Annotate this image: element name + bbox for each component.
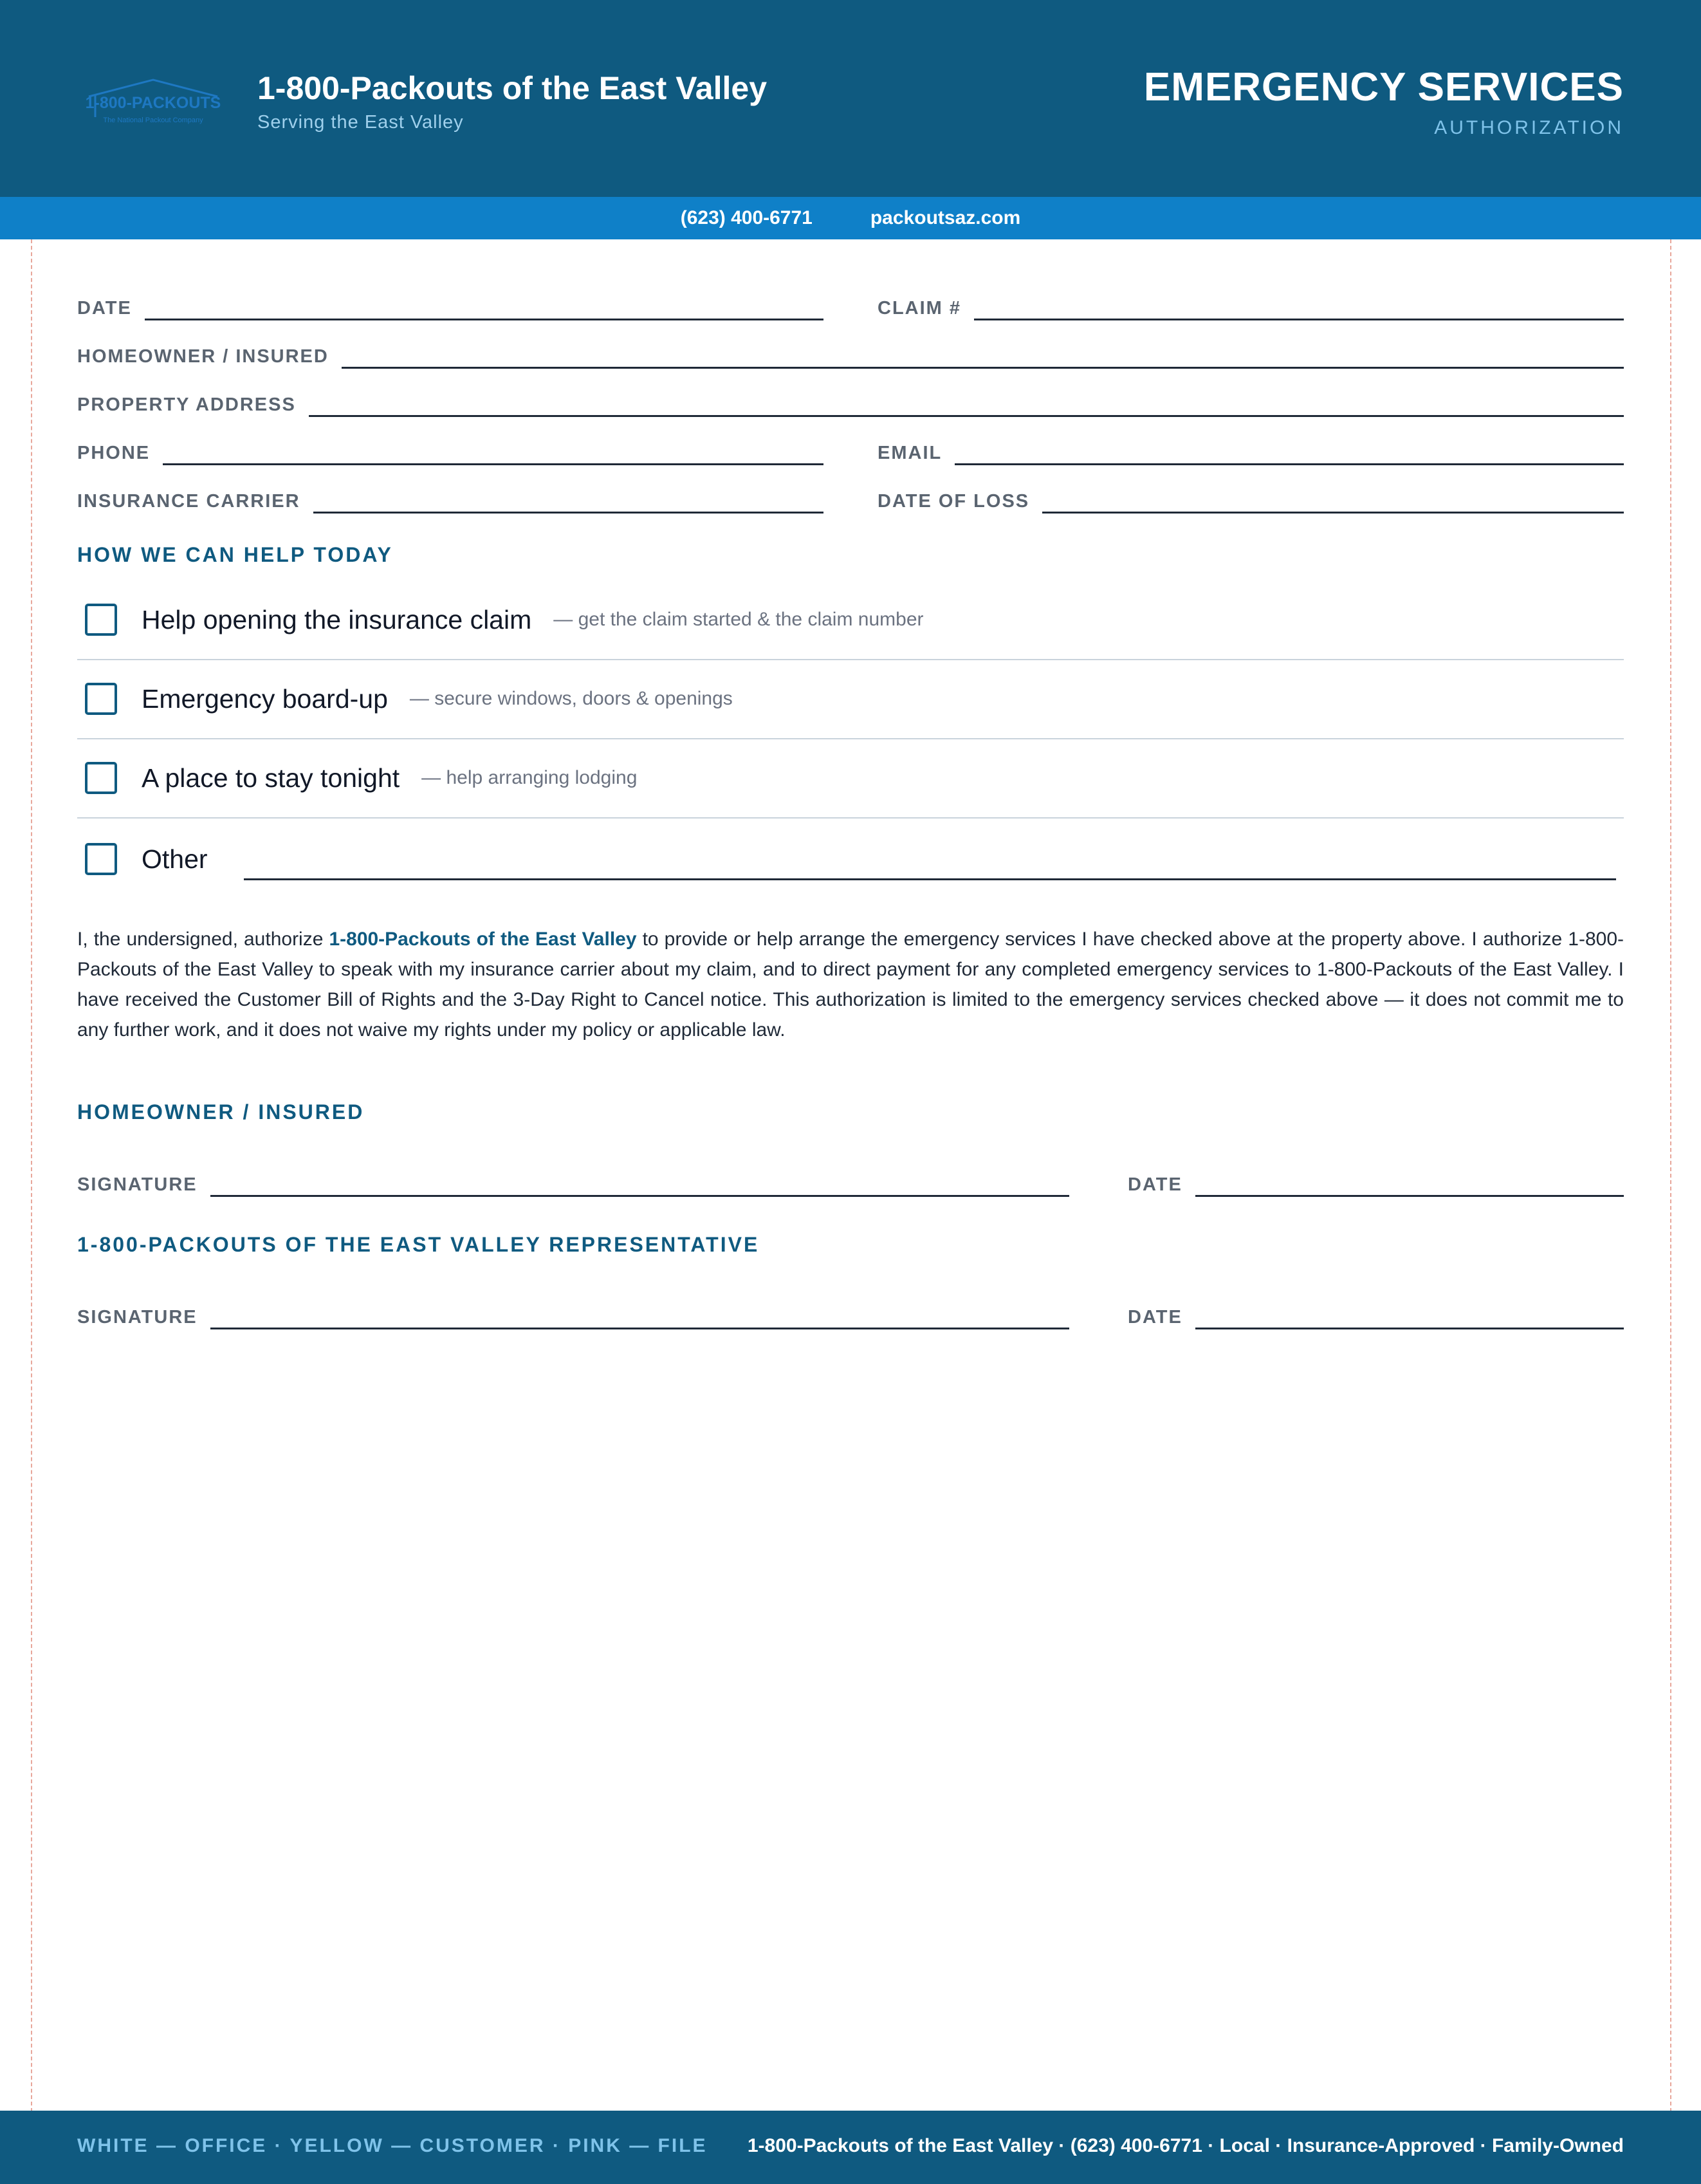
phone-field[interactable]	[77, 440, 823, 465]
phone-input-line[interactable]	[163, 445, 823, 465]
homeowner-signature-heading: HOMEOWNER / INSURED	[77, 1100, 365, 1124]
other-checkbox[interactable]	[85, 843, 117, 875]
house-logo-icon	[82, 76, 224, 130]
homeowner-signature-line[interactable]	[210, 1177, 1069, 1197]
representative-signature-line[interactable]	[210, 1309, 1069, 1329]
svg-text:The National Packout Company: The National Packout Company	[103, 116, 203, 124]
option-description: — secure windows, doors & openings	[409, 688, 733, 709]
board-up-checkbox[interactable]	[85, 683, 117, 715]
homeowner-input-line[interactable]	[342, 349, 1624, 369]
form-subtitle: AUTHORIZATION	[1434, 117, 1624, 138]
carrier-field[interactable]	[77, 488, 823, 514]
address-input-line[interactable]	[309, 397, 1624, 417]
homeowner-label: HOMEOWNER / INSURED	[77, 346, 329, 367]
date-label: DATE	[77, 298, 132, 319]
right-cut-guide	[1670, 239, 1671, 2112]
phone-label: PHONE	[77, 443, 151, 463]
claim-label: CLAIM #	[878, 298, 961, 319]
representative-signature-field[interactable]	[77, 1301, 1069, 1329]
email-label: EMAIL	[878, 443, 942, 463]
claim-input-line[interactable]	[974, 301, 1624, 320]
date-of-loss-label: DATE OF LOSS	[878, 491, 1030, 512]
option-label: A place to stay tonight	[142, 763, 400, 793]
email-field[interactable]	[878, 440, 1624, 465]
option-description: — help arranging lodging	[421, 767, 638, 788]
company-tagline: Serving the East Valley	[257, 112, 464, 133]
option-board-up[interactable]	[77, 660, 1624, 739]
representative-date-line[interactable]	[1195, 1309, 1624, 1329]
date-input-line[interactable]	[145, 301, 823, 320]
option-claim-help[interactable]	[77, 580, 1624, 660]
address-field[interactable]	[77, 391, 1624, 417]
footer-company-info: 1-800-Packouts of the East Valley · (623) 400-6771 · Local · Insurance-Approved · Family-Owned	[747, 2135, 1624, 2156]
option-label: Help opening the insurance claim	[142, 604, 532, 634]
representative-signature-heading: 1-800-PACKOUTS OF THE EAST VALLEY REPRESENTATIVE	[77, 1233, 760, 1256]
footer-bar	[0, 2111, 1701, 2184]
help-section-heading: HOW WE CAN HELP TODAY	[77, 543, 393, 566]
option-other[interactable]	[77, 820, 1624, 898]
homeowner-field[interactable]	[77, 343, 1624, 369]
claim-help-checkbox[interactable]	[85, 604, 117, 636]
contact-bar	[0, 197, 1701, 239]
carrier-label: INSURANCE CARRIER	[77, 491, 300, 512]
company-name: 1-800-Packouts of the East Valley	[257, 70, 768, 106]
auth-brand: 1-800-Packouts of the East Valley	[329, 929, 637, 950]
homeowner-date-line[interactable]	[1195, 1177, 1624, 1197]
homeowner-date-field[interactable]	[1128, 1169, 1624, 1197]
date-field[interactable]	[77, 295, 823, 320]
svg-text:1-800-PACKOUTS: 1-800-PACKOUTS	[85, 94, 221, 112]
contact-website: packoutsaz.com	[870, 207, 1021, 228]
signature-label: SIGNATURE	[77, 1174, 198, 1195]
homeowner-signature-field[interactable]	[77, 1169, 1069, 1197]
option-lodging[interactable]	[77, 739, 1624, 819]
copy-distribution: WHITE — OFFICE · YELLOW — CUSTOMER · PINK — FILE	[77, 2135, 708, 2156]
header-banner	[0, 0, 1701, 197]
claim-field[interactable]	[878, 295, 1624, 320]
option-description: — get the claim started & the claim number	[553, 609, 924, 630]
date-label: DATE	[1128, 1307, 1182, 1328]
date-of-loss-input-line[interactable]	[1042, 494, 1624, 514]
representative-date-field[interactable]	[1128, 1301, 1624, 1329]
date-label: DATE	[1128, 1174, 1182, 1195]
date-of-loss-field[interactable]	[878, 488, 1624, 514]
company-logo	[82, 76, 224, 130]
auth-body: to provide or help arrange the emergency services I have checked above at the property above. I authorize 1-800-Packouts of the East Valley to speak with my insurance carrier about my claim, and to direct payment for any completed emergency services to 1-800-Packouts of the East Valley. I have received the Customer Bill of Rights and the 3-Day Right to Cancel notice. This authorization is limited to the emergency services checked above — it does not commit me to any further work, and it does not waive my rights under my policy or applicable law.	[77, 929, 1624, 1041]
other-input-line[interactable]	[244, 859, 1616, 880]
lodging-checkbox[interactable]	[85, 762, 117, 794]
email-input-line[interactable]	[955, 445, 1624, 465]
authorization-paragraph	[77, 924, 1624, 1045]
contact-phone: (623) 400-6771	[680, 207, 813, 228]
auth-prefix: I, the undersigned, authorize	[77, 929, 329, 950]
option-label: Other	[142, 844, 208, 874]
option-label: Emergency board-up	[142, 683, 388, 714]
left-cut-guide	[31, 239, 32, 2112]
carrier-input-line[interactable]	[313, 494, 823, 514]
form-title: EMERGENCY SERVICES	[1143, 65, 1624, 109]
signature-label: SIGNATURE	[77, 1307, 198, 1328]
address-label: PROPERTY ADDRESS	[77, 394, 296, 415]
